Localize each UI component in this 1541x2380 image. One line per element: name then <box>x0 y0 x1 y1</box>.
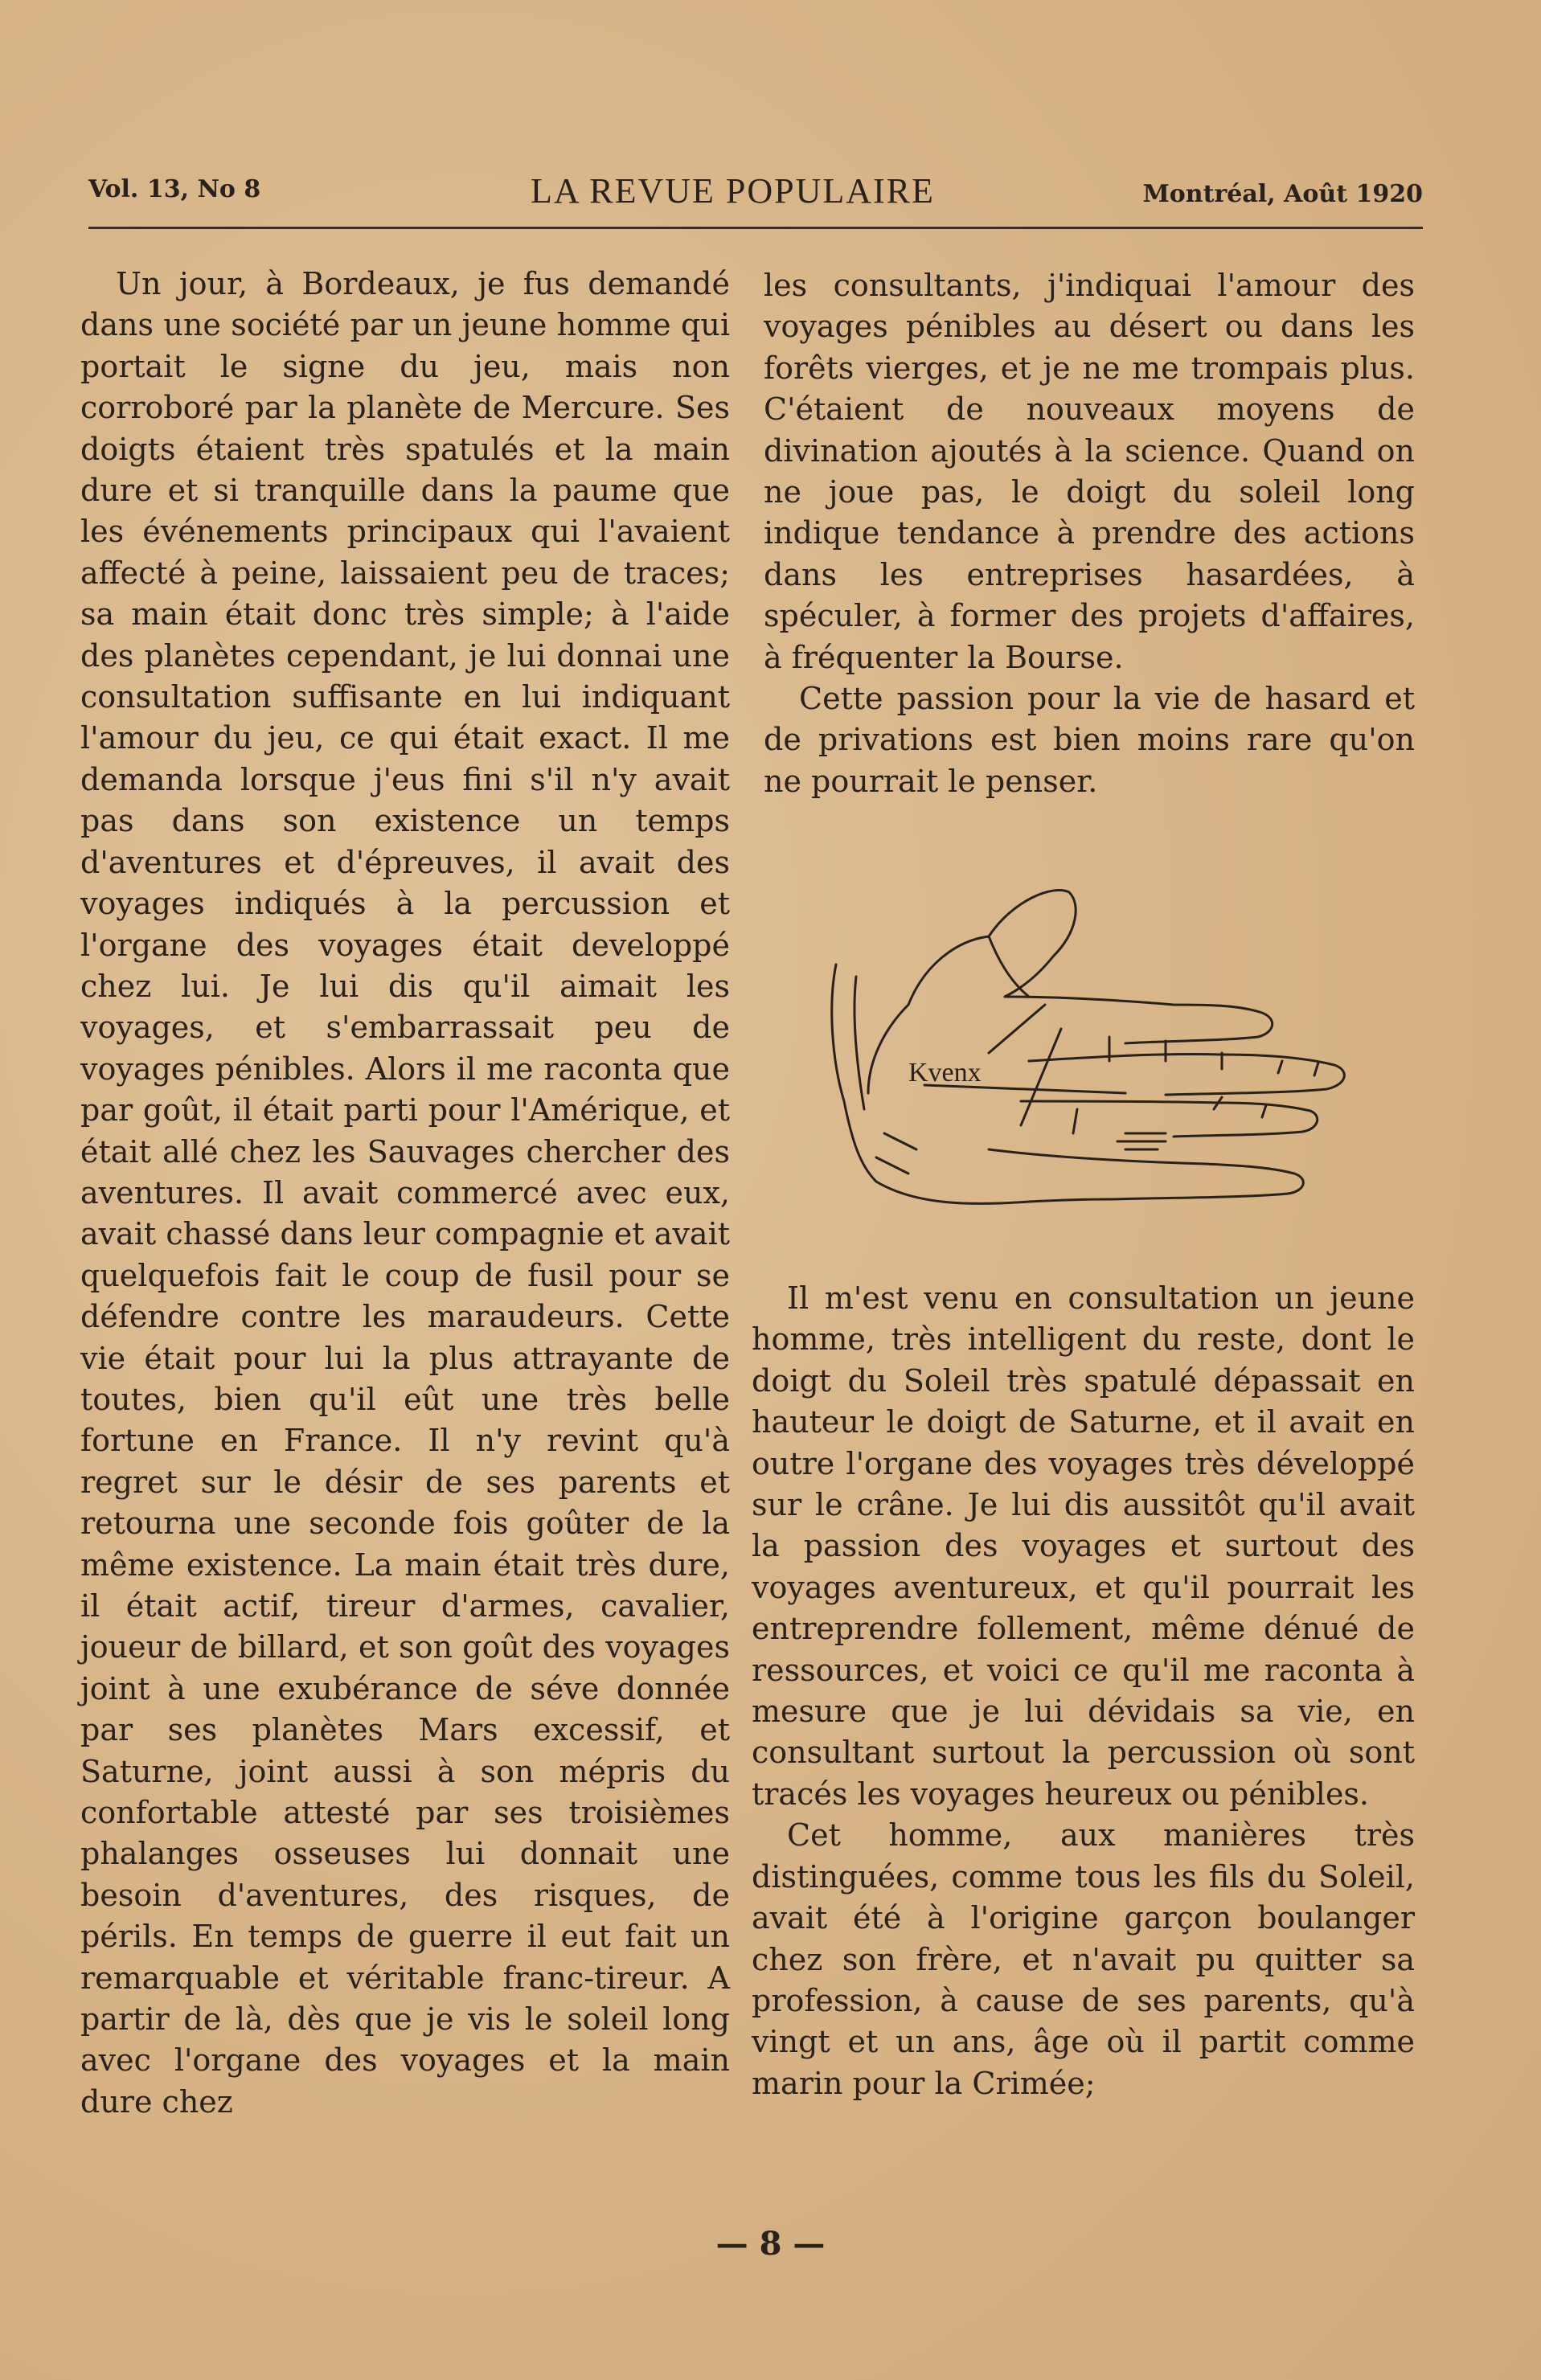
volume-number: Vol. 13, No 8 <box>88 175 261 203</box>
right-column-top <box>764 265 1415 802</box>
page-number: — 8 — <box>715 2225 826 2263</box>
journal-title: LA REVUE POPULAIRE <box>531 171 935 211</box>
paragraph: Cette passion pour la vie de hasard et de privations est bien moins rare qu'on ne pourrait le penser. <box>764 681 1415 799</box>
left-column <box>80 264 730 2123</box>
running-header <box>88 171 1423 223</box>
hand-illustration <box>788 868 1399 1254</box>
paragraph: Cet homme, aux manières très distinguées, comme tous les fils du Soleil, avait été à l'origine garçon boulanger chez son frère, et n'avait pu quitter sa profession, à cause de ses parents, qu'à vingt et un ans, âge où il partit comme marin pour la Crimée; <box>752 1817 1415 2101</box>
paragraph: les consultants, j'indiquai l'amour des voyages pénibles au désert ou dans les forêts vierges, et je ne me trompais plus. C'étaient de nouveaux moyens de divination ajoutés à la science. Quand on ne joue pas, le doigt du soleil long indique tendance à prendre des actions dans les entreprises hasardées, à spéculer, à former des projets d'affaires, à fréquenter la Bourse. <box>764 268 1415 675</box>
hand-label: Kvenx <box>908 1058 982 1088</box>
paragraph: Un jour, à Bordeaux, je fus demandé dans une société par un jeune homme qui portait le signe du jeu, mais non corroboré par la planète de Mercure. Ses doigts étaient très spatulés et la main dure et si tranquille dans la paume que les événements principaux qui l'avaient affecté à peine, laissaient peu de traces; sa main était donc très simple; à l'aide des planètes cependant, je lui donnai une consultation suffisante en lui indiquant l'amour du jeu, ce qui était exact. Il me demanda lorsque j'eus fini s'il n'y avait pas dans son existence un temps d'aventures et d'épreuves, il avait des voyages indiqués à la percussion et l'organe des voyages était developpé chez lui. Je lui dis qu'il aimait les voyages, et s'embarrassait peu de voyages pénibles. Alors il me raconta que par goût, il était parti pour l'Amérique, et était allé chez les Sauvages chercher des aventures. Il avait commercé avec eux, avait chassé dans leur compagnie et avait quelquefois fait le coup de fusil pour se défendre contre les maraudeurs. Cette vie était pour lui la plus attrayante de toutes, bien qu'il eût une très belle fortune en France. Il n'y revint qu'à regret sur le désir de ses parents et retourna une seconde fois goûter de la même existence. La main était très dure, il était actif, tireur d'armes, cavalier, joueur de billard, et son goût des voyages joint à une exubérance de séve donnée par ses planètes Mars excessif, et Saturne, joint aussi à son mépris du confortable attesté par ses troisièmes phalanges osseuses lui donnait une besoin d'aventures, des risques, de périls. En temps de guerre il eut fait un remarquable et véritable franc-tireur. A partir de là, dès que je vis le soleil long avec l'organe des voyages et la main dure chez <box>80 266 730 2120</box>
header-rule <box>88 227 1423 229</box>
place-date: Montréal, Août 1920 <box>1142 180 1423 208</box>
paragraph: Il m'est venu en consultation un jeune homme, très intelligent du reste, dont le doigt du Soleil très spatulé dépassait en hauteur le doigt de Saturne, et il avait en outre l'organe des voyages très développé sur le crâne. Je lui dis aussitôt qu'il avait la passion des voyages et surtout des voyages aventureux, et qu'il pourrait les entreprendre follement, même dénué de ressources, et voici ce qu'il me raconta à mesure que je lui dévidais sa vie, en consultant surtout la percussion où sont tracés les voyages heureux ou pénibles. <box>752 1280 1415 1812</box>
right-column-bottom <box>752 1278 1415 2104</box>
